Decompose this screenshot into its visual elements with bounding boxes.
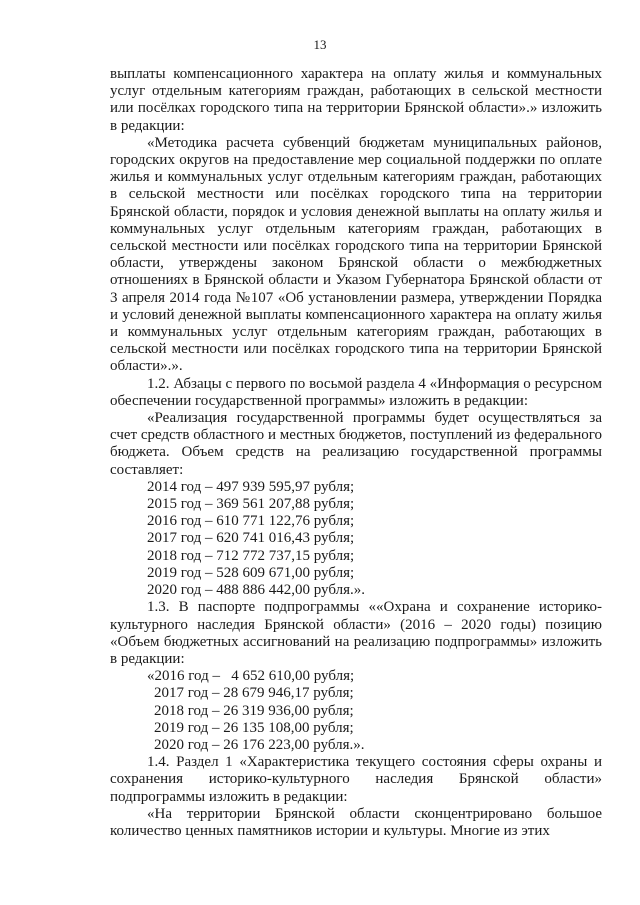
funding-line: 2019 год – 528 609 671,00 рубля; [147, 564, 355, 581]
paragraph-continuation: выплаты компенсационного характера на оплату жилья и коммунальных услуг отдельным категориям граждан, работающих в сельской местности или посёлках городского типа на территории Брянской области».» изложить в редакции: [110, 66, 602, 134]
paragraph-item-1-4: 1.4. Раздел 1 «Характеристика текущего состояния сферы охраны и сохранения историко-культурного наследия Брянской области» подпрограммы изложить в редакции: [110, 754, 602, 805]
paragraph-funding-intro: «Реализация государственной программы будет осуществляться за счет средств областного и местных бюджетов, поступлений из федерального бюджета. Объем средств на реализацию государственной программы составляет: [110, 410, 602, 478]
paragraph-item-1-3: 1.3. В паспорте подпрограммы ««Охрана и сохранение историко-культурного наследия Брянской области» (2016 – 2020 годы) позицию «Объем бюджетных ассигнований на реализацию подпрограммы» изложить в редакции: [110, 599, 602, 667]
funding-line: 2017 год – 620 741 016,43 рубля; [147, 530, 355, 547]
funding-line: «2016 год – 4 652 610,00 рубля; [147, 668, 355, 685]
funding-line: 2019 год – 26 135 108,00 рубля; [154, 719, 354, 736]
funding-line: 2015 год – 369 561 207,88 рубля; [147, 496, 355, 513]
funding-line: 2017 год – 28 679 946,17 рубля; [154, 685, 354, 702]
funding-list-subprogram [110, 668, 602, 754]
paragraph-item-1-2: 1.2. Абзацы с первого по восьмой раздела 4 «Информация о ресурсном обеспечении государственной программы» изложить в редакции: [110, 375, 602, 409]
document-body [110, 66, 602, 840]
funding-list-state-program [110, 479, 602, 599]
funding-line: 2018 год – 712 772 737,15 рубля; [147, 547, 355, 564]
funding-line: 2018 год – 26 319 936,00 рубля; [154, 702, 354, 719]
funding-line: 2014 год – 497 939 595,97 рубля; [147, 478, 355, 495]
paragraph-methodology: «Методика расчета субвенций бюджетам муниципальных районов, городских округов на предоставление мер социальной поддержки по оплате жилья и коммунальных услуг отдельным категориям граждан, работающих в сельской местности или посёлках городского типа на территории Брянской области, порядок и условия денежной выплаты на оплату жилья и коммунальных услуг отдельным категориям граждан, работающих в сельской местности или посёлках городского типа на территории Брянской области, утверждены законом Брянской области о межбюджетных отношениях в Брянской области и Указом Губернатора Брянской области от 3 апреля 2014 года №107 «Об установлении размера, утверждении Порядка и условий денежной выплаты компенсационного характера на оплату жилья и коммунальных услуг отдельным категориям граждан, работающих в сельской местности или посёлках городского типа на территории Брянской области».». [110, 134, 602, 375]
page-number: 13 [313, 37, 327, 52]
paragraph-heritage-intro: «На территории Брянской области сконцентрировано большое количество ценных памятников истории и культуры. Многие из этих [110, 805, 602, 839]
funding-line: 2020 год – 488 886 442,00 рубля.». [147, 582, 365, 599]
funding-line: 2020 год – 26 176 223,00 рубля.». [154, 736, 365, 753]
funding-line: 2016 год – 610 771 122,76 рубля; [147, 513, 355, 530]
